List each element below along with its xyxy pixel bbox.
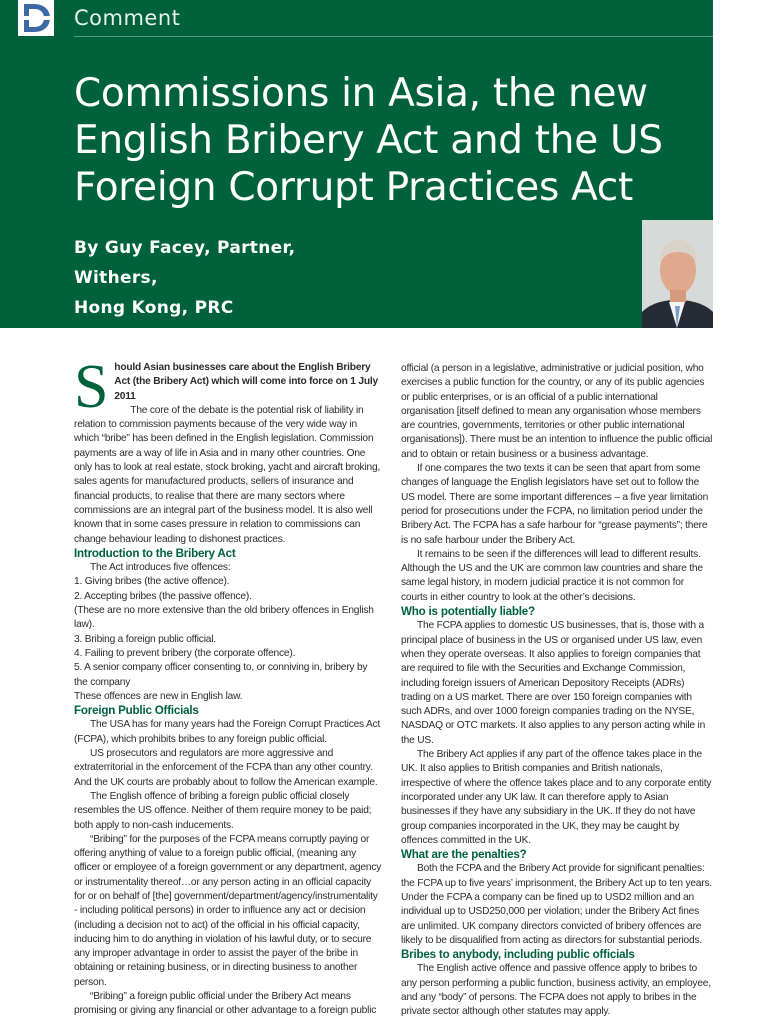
section-heading: Foreign Public Officials	[74, 704, 199, 718]
paragraph: The USA has for many years had the Foreign Corrupt Practices Act (FCPA), which prohibits bribes to any foreign public official.	[74, 719, 381, 745]
list-item: 3. Bribing a foreign public official.	[74, 633, 216, 645]
section-heading: Who is potentially liable?	[401, 605, 535, 619]
author-portrait-icon	[642, 220, 713, 328]
byline-line: Withers,	[74, 268, 158, 288]
byline-line: Hong Kong, PRC	[74, 298, 234, 318]
section-heading: Introduction to the Bribery Act	[74, 546, 236, 560]
list-note: (These are no more extensive than the old bribery offences in English law).	[74, 605, 374, 631]
list-item: 2. Accepting bribes (the passive offence).	[74, 590, 252, 602]
magazine-logo	[18, 0, 54, 36]
list-item: 4. Failing to prevent bribery (the corporate offence).	[74, 647, 296, 659]
paragraph: The Act introduces five offences:	[90, 562, 231, 574]
left-column	[74, 353, 382, 1019]
paragraph: “Bribing” a foreign public official under the Bribery Act means promising or giving any financial or other advantage to a foreign public	[74, 991, 377, 1017]
drop-cap: S	[74, 353, 109, 421]
margin-strip	[713, 0, 768, 328]
section-rule	[74, 36, 713, 37]
offence-list	[74, 561, 382, 704]
paragraph: The FCPA applies to domestic US businesses, that is, those with a principal place of business in the US or organised under US law, even when they operate overseas. It also applies to foreign companies that are required to file with the Securities and Exchange Commission, including foreign issuers of American Depository Receipts (ADRs) trading on a US market. There are over 150 foreign companies with such ADRs, and over 1000 foreign companies trading on the NYSE, NASDAQ or OTC markets. It also applies to any person acting while in the US.	[401, 620, 706, 746]
paragraph: The English offence of bribing a foreign public official closely resembles the US offence. Neither of them require money to be paid; both apply to non-cash inducements.	[74, 790, 372, 831]
title-line: English Bribery Act and the US	[74, 118, 663, 163]
right-column	[401, 362, 713, 1020]
section-heading: What are the penalties?	[401, 848, 527, 862]
article-title	[74, 70, 704, 211]
logo-d-icon	[18, 0, 54, 36]
paragraph: “Bribing” for the purposes of the FCPA means corruptly paying or offering anything of value to a foreign public official, (meaning any officer or employee of a foreign government or any department, agency or instrumentality thereof…or any person acting in an official capacity for or on behalf of [the] government/department/agency/instrumentality - including political persons) in order to influence any act or decision (including a decision not to act) of the official in his official capacity, inducing him to do anything in violation of his lawful duty, or to secure any improper advantage in order to assist the payer of the bribe in obtaining or retaining business, or in directing business to another person.	[74, 833, 382, 988]
paragraph: The English active offence and passive offence apply to bribes to any person performing a public function, business activity, an employee, and any “body” of persons. The FCPA does not apply to bribes in the private sector although other statutes may apply.	[401, 963, 711, 1018]
paragraph: The Bribery Act applies if any part of the offence takes place in the UK. It also applies to British companies and British nationals, irrespective of where the offence takes place and to any corporate entity incorporated under any UK law. It can therefore apply to Asian businesses if they have any subsidiary in the UK. If they do not have group companies incorporated in the UK, they may be caught by offences committed in the UK.	[401, 749, 712, 846]
byline-line: By Guy Facey, Partner,	[74, 238, 296, 258]
author-photo	[642, 220, 713, 328]
title-line: Commissions in Asia, the new	[74, 71, 648, 116]
byline	[74, 233, 295, 323]
header-banner	[0, 0, 713, 328]
paragraph: official (a person in a legislative, administrative or judicial position, who exercises a public function for the country, or any of its public agencies or public enterprises, or is an official of a public international organisation [itself defined to mean any organisation whose members are countries, governments, territories or other public international organisations]). There must be an intention to influence the public official and to obtain or retain business or a business advantage.	[401, 363, 713, 460]
standfirst: hould Asian businesses care about the English Bribery Act (the Bribery Act) which will come into force on 1 July 2011	[114, 362, 378, 402]
paragraph: The core of the debate is the potential risk of liability in relation to commission payments because of the very wide way in which “bribe” has been defined in the English legislation. Commission payments are a way of life in Asia and in many other countries. One only has to look at real estate, stock broking, yacht and aircraft broking, sales agents for manufactured products, sellers of insurance and financial products, to realise that there are many sectors where commissions are an integral part of the business model. It is also well known that in some cases pressure in relation to commissions can change behaviour leading to dishonest practices.	[74, 404, 381, 545]
title-line: Foreign Corrupt Practices Act	[74, 165, 633, 210]
list-item: 1. Giving bribes (the active offence).	[74, 576, 230, 588]
section-heading: Bribes to anybody, including public officials	[401, 948, 635, 962]
list-note: These offences are new in English law.	[74, 690, 243, 702]
paragraph: If one compares the two texts it can be seen that apart from some changes of language the English legislators have set out to follow the US model. There are some important differences – a five year limitation period for prosecutions under the FCPA, no limitation period under the Bribery Act. The FCPA has a safe harbour for “grease payments”; there is no safe harbour under the Bribery Act.	[401, 463, 709, 546]
list-item: 5. A senior company officer consenting to, or conniving in, bribery by the company	[74, 662, 368, 688]
paragraph: Both the FCPA and the Bribery Act provide for significant penalties: the FCPA up to five years’ imprisonment, the Bribery Act up to ten years. Under the FCPA a company can be fined up to USD2 million and an individual up to USD250,000 per violation; under the Bribery Act fines are unlimited. UK company directors convicted of bribery offences are likely to be disqualified from acting as directors for substantial periods.	[401, 863, 712, 946]
section-label: Comment	[74, 6, 181, 30]
paragraph: It remains to be seen if the differences will lead to different results. Although the US and the UK are common law countries and share the same legal history, in modern judicial practice it is not common for courts in either country to look at the other’s decisions.	[401, 548, 703, 603]
paragraph: US prosecutors and regulators are more aggressive and extraterritorial in the enforcement of the FCPA than any other country. And the UK courts are probably about to follow the American example.	[74, 748, 378, 788]
